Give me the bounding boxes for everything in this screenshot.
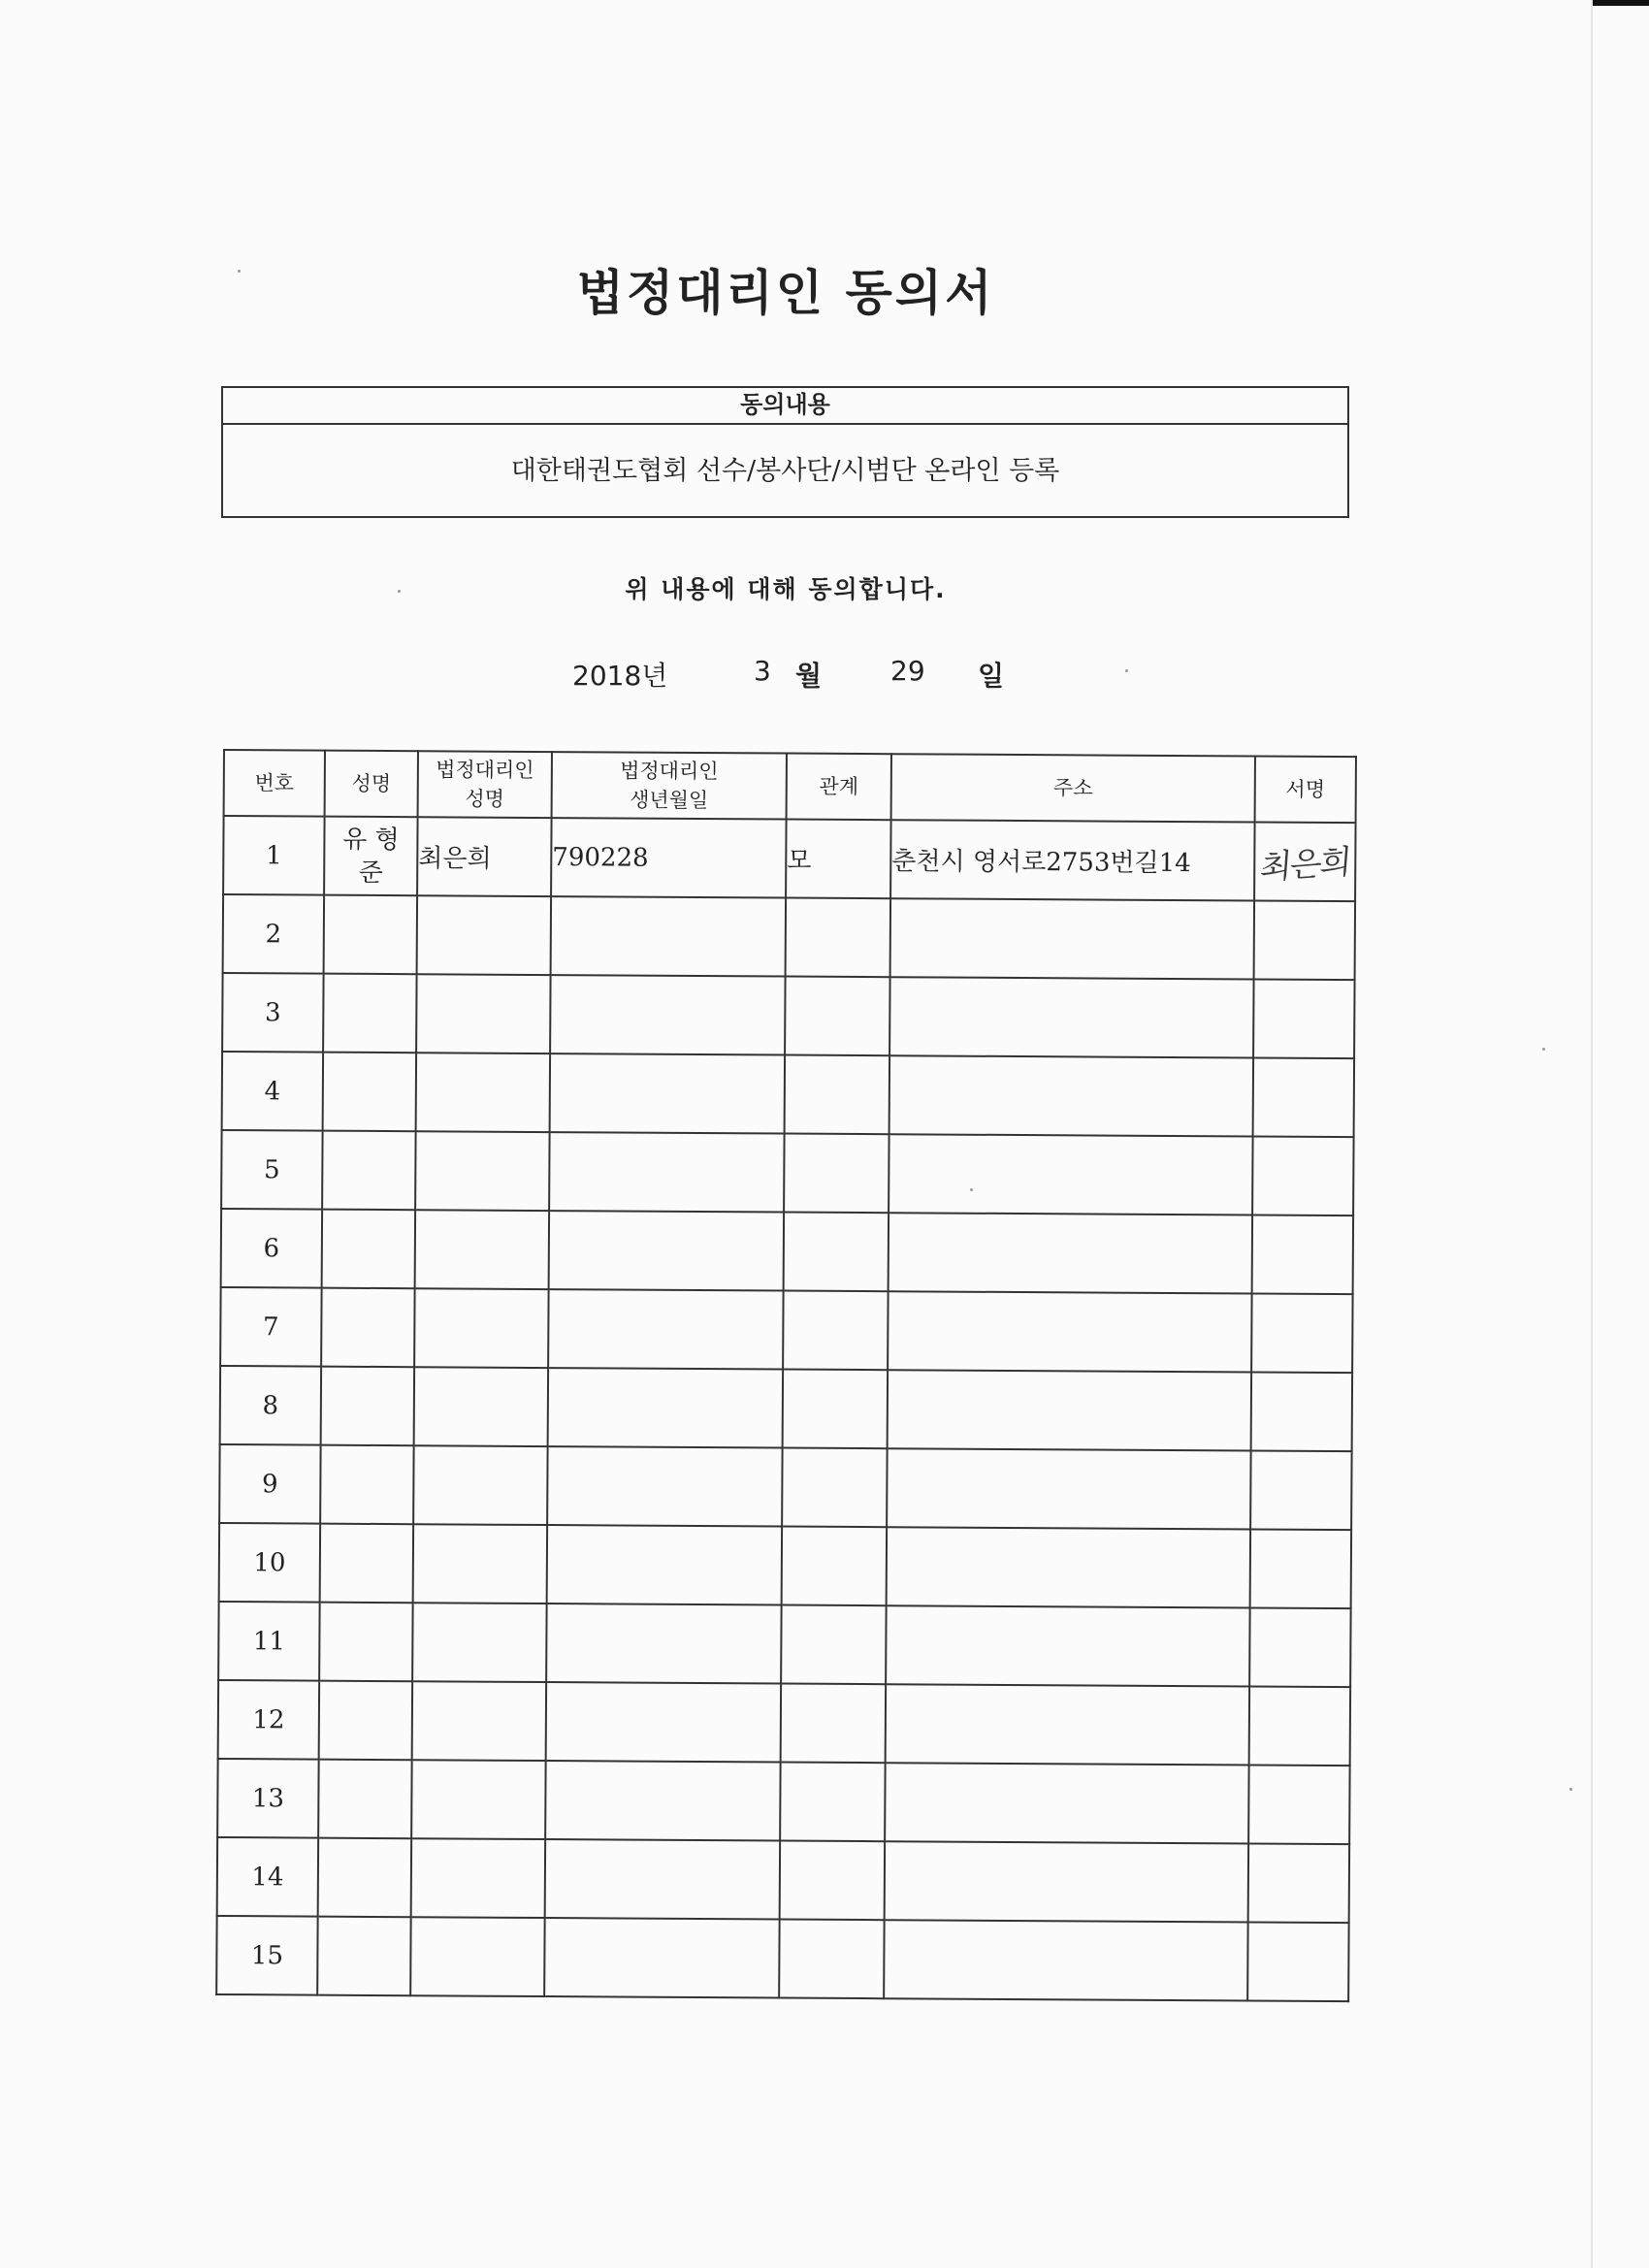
handwritten-signature: 최은희 xyxy=(1258,842,1351,888)
cell-birth xyxy=(549,1211,784,1290)
cell-no: 7 xyxy=(220,1287,321,1367)
header-guardian-birth-line2: 생년월일 xyxy=(630,788,709,813)
cell-address xyxy=(887,1448,1250,1529)
cell-name xyxy=(317,1917,410,1996)
cell-birth xyxy=(547,1525,782,1604)
cell-signature xyxy=(1248,1843,1349,1923)
consent-box xyxy=(221,386,1349,518)
table-row xyxy=(219,1523,1351,1608)
cell-address xyxy=(886,1684,1249,1765)
cell-no: 12 xyxy=(218,1680,319,1760)
cell-signature xyxy=(1254,900,1355,980)
cell-signature xyxy=(1250,1450,1351,1530)
cell-address xyxy=(884,1920,1247,2000)
cell-name xyxy=(324,895,417,975)
cell-relation xyxy=(782,1527,887,1606)
scan-speck xyxy=(1569,1788,1572,1791)
cell-name xyxy=(321,1367,414,1446)
cell-address xyxy=(889,1213,1252,1293)
cell-signature xyxy=(1248,1765,1349,1844)
cell-address xyxy=(889,977,1253,1057)
date-day-unit: 일 xyxy=(978,660,1005,692)
cell-birth xyxy=(548,1368,783,1447)
cell-no: 3 xyxy=(222,973,323,1053)
table-row xyxy=(222,1052,1354,1137)
cell-name xyxy=(320,1524,413,1604)
cell-relation xyxy=(783,1291,888,1371)
cell-birth xyxy=(551,896,786,976)
header-no: 번호 xyxy=(224,750,325,817)
cell-relation xyxy=(783,1370,888,1449)
scan-edge-mark xyxy=(1591,0,1649,6)
cell-signature xyxy=(1249,1607,1350,1687)
cell-no: 10 xyxy=(219,1523,320,1603)
table-row xyxy=(221,1130,1353,1215)
cell-relation xyxy=(785,977,889,1056)
cell-name xyxy=(322,1131,415,1211)
cell-birth xyxy=(546,1682,781,1762)
table-row xyxy=(220,1366,1352,1451)
cell-guardian-name xyxy=(413,1524,547,1604)
header-guardian-birth-line1: 법정대리인 xyxy=(620,759,719,784)
header-guardian-name-line1: 법정대리인 xyxy=(436,758,534,782)
cell-signature xyxy=(1254,822,1355,901)
cell-guardian-name xyxy=(417,895,551,975)
cell-address xyxy=(890,898,1254,979)
table-row xyxy=(217,1837,1349,1923)
guardian-consent-table xyxy=(215,749,1357,2002)
cell-relation xyxy=(780,1763,885,1842)
cell-no: 1 xyxy=(223,816,324,895)
cell-relation xyxy=(784,1213,889,1292)
cell-guardian-name xyxy=(411,1760,545,1839)
cell-name xyxy=(323,1053,416,1132)
cell-signature xyxy=(1249,1686,1350,1766)
cell-birth xyxy=(546,1604,781,1683)
cell-signature xyxy=(1252,1136,1353,1215)
header-address: 주소 xyxy=(891,754,1255,822)
table-row xyxy=(222,973,1354,1058)
cell-signature xyxy=(1247,1922,1348,2001)
cell-no: 11 xyxy=(218,1602,319,1681)
cell-relation xyxy=(779,1920,884,1999)
header-guardian-birth xyxy=(552,752,787,819)
cell-guardian-name xyxy=(416,1053,550,1132)
cell-name xyxy=(320,1445,413,1525)
table-row xyxy=(216,1916,1348,2001)
cell-guardian-name xyxy=(412,1681,546,1761)
cell-address: 춘천시 영서로2753번길14 xyxy=(890,820,1254,900)
cell-guardian-name xyxy=(414,1367,548,1446)
cell-relation xyxy=(781,1605,886,1685)
agreement-statement: 위 내용에 대해 동의합니다. xyxy=(625,575,947,603)
cell-birth xyxy=(550,975,785,1054)
cell-name xyxy=(319,1681,412,1761)
header-guardian-name xyxy=(418,751,552,818)
cell-guardian-name xyxy=(416,974,550,1053)
cell-address xyxy=(885,1763,1248,1843)
scan-speck xyxy=(970,1188,973,1191)
cell-name: 유 형 준 xyxy=(324,817,417,896)
table-row xyxy=(217,1759,1349,1844)
cell-guardian-name xyxy=(414,1288,548,1368)
cell-name xyxy=(322,1210,415,1289)
cell-relation xyxy=(780,1841,885,1921)
table-row xyxy=(218,1602,1350,1687)
cell-name xyxy=(318,1760,411,1839)
cell-signature xyxy=(1251,1372,1352,1451)
cell-name xyxy=(323,974,416,1053)
cell-no: 8 xyxy=(220,1366,321,1445)
cell-no: 9 xyxy=(219,1444,320,1524)
cell-relation xyxy=(782,1448,887,1528)
cell-guardian-name xyxy=(415,1131,549,1211)
header-signature: 서명 xyxy=(1255,756,1356,823)
table-row xyxy=(219,1444,1351,1530)
table-row xyxy=(218,1680,1350,1766)
scan-speck xyxy=(398,590,401,593)
table-header-row xyxy=(224,750,1356,823)
cell-address xyxy=(888,1291,1251,1372)
cell-birth xyxy=(549,1132,784,1212)
scan-edge-line xyxy=(1591,0,1593,2268)
cell-name xyxy=(319,1603,412,1682)
cell-no: 6 xyxy=(221,1209,322,1288)
cell-signature xyxy=(1251,1293,1352,1373)
cell-birth xyxy=(548,1289,783,1369)
date-day-value: 29 xyxy=(890,655,925,687)
table-body xyxy=(216,816,1355,2001)
cell-relation xyxy=(781,1684,886,1764)
cell-guardian-name xyxy=(411,1838,545,1918)
cell-address xyxy=(889,1055,1253,1136)
scan-speck xyxy=(1542,1048,1545,1051)
cell-name xyxy=(321,1288,414,1368)
consent-box-body: 대한태권도협회 선수/봉사단/시범단 온라인 등록 xyxy=(510,456,1060,486)
cell-signature xyxy=(1253,979,1354,1058)
cell-no: 15 xyxy=(216,1916,317,1995)
cell-signature xyxy=(1253,1057,1354,1137)
date-month-value: 3 xyxy=(754,655,771,687)
cell-guardian-name xyxy=(412,1603,546,1682)
cell-address xyxy=(885,1841,1248,1922)
cell-address xyxy=(886,1605,1249,1686)
cell-guardian-name xyxy=(413,1445,547,1525)
cell-no: 5 xyxy=(221,1130,322,1210)
table-row xyxy=(223,816,1355,901)
cell-address xyxy=(888,1370,1251,1450)
cell-guardian-name xyxy=(415,1210,549,1289)
document-title: 법정대리인 동의서 xyxy=(576,265,995,321)
cell-signature xyxy=(1250,1529,1351,1608)
cell-no: 14 xyxy=(217,1837,318,1917)
cell-name xyxy=(318,1838,411,1918)
cell-birth xyxy=(547,1446,782,1526)
header-guardian-name-line2: 성명 xyxy=(465,787,505,811)
cell-relation xyxy=(786,898,890,978)
table-row xyxy=(220,1287,1352,1373)
cell-relation: 모 xyxy=(786,820,890,899)
header-relation: 관계 xyxy=(787,754,891,821)
cell-birth xyxy=(544,1918,779,1997)
date-year: 2018년 xyxy=(572,660,668,692)
cell-relation xyxy=(784,1134,889,1214)
date-month-unit: 월 xyxy=(795,660,823,692)
cell-birth xyxy=(545,1839,780,1919)
cell-birth xyxy=(550,1053,785,1133)
cell-guardian-name: 최은희 xyxy=(417,817,551,896)
table-row xyxy=(221,1209,1353,1294)
cell-no: 4 xyxy=(222,1052,323,1131)
table-row xyxy=(223,894,1355,980)
scan-speck xyxy=(1125,669,1128,672)
cell-signature xyxy=(1252,1215,1353,1294)
cell-address xyxy=(887,1527,1250,1607)
cell-guardian-name xyxy=(410,1917,544,1996)
consent-box-header: 동의내용 xyxy=(223,388,1347,425)
scan-speck xyxy=(238,270,241,273)
cell-birth xyxy=(545,1761,780,1840)
cell-relation xyxy=(785,1055,889,1135)
cell-no: 2 xyxy=(223,894,324,974)
cell-address xyxy=(889,1134,1252,1215)
cell-no: 13 xyxy=(217,1759,318,1838)
header-name: 성명 xyxy=(325,751,418,818)
cell-birth: 790228 xyxy=(551,818,786,897)
